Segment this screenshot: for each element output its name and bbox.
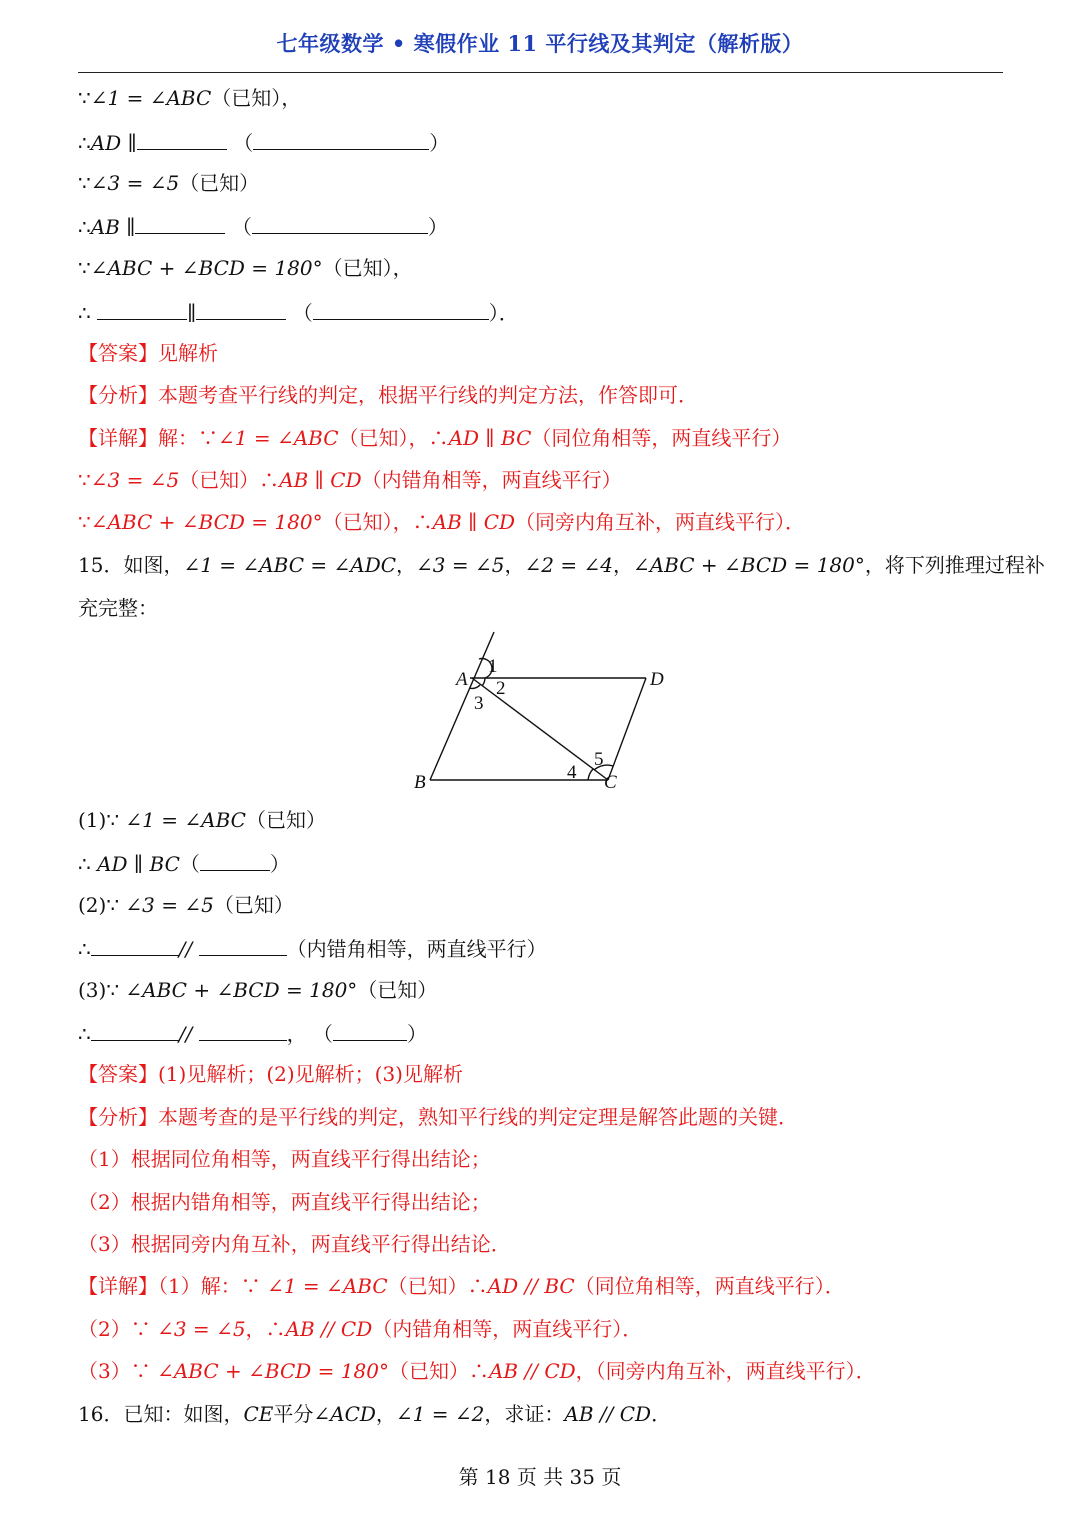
parallelogram-figure (408, 628, 678, 798)
label-2: 2 (496, 678, 506, 699)
arc-angle-2 (482, 678, 485, 686)
arc-angle-4 (588, 769, 593, 780)
answer-blank[interactable] (199, 1018, 287, 1041)
label-5: 5 (594, 749, 604, 770)
page-footer: 第 18 页 共 35 页 (458, 1465, 622, 1489)
line-dc (608, 678, 646, 780)
answer-blank[interactable] (200, 848, 270, 871)
line-ab-extended (430, 632, 494, 780)
label-a: A (456, 669, 468, 690)
prev-answer: 【答案】见解析 (78, 341, 218, 365)
answer-blank[interactable] (91, 1018, 179, 1041)
page-header: 七年级数学 • 寒假作业 11 平行线及其判定（解析版） (276, 31, 804, 56)
q15-detail-2: （2）∵ ∠3 = ∠5，∴AB // CD（内错角相等，两直线平行）． (78, 1317, 643, 1341)
q15-stem-1: 15．如图，∠1 = ∠ABC = ∠ADC，∠3 = ∠5，∠2 = ∠4，∠ABC + ∠BCD = 180°，将下列推理过程补 (78, 553, 1045, 577)
answer-blank[interactable] (313, 297, 489, 320)
q15-part2b: ∴ // （内错角相等，两直线平行） (78, 933, 547, 963)
q15-part2: (2)∵ ∠3 = ∠5（已知） (78, 893, 294, 917)
answer-blank[interactable] (135, 211, 225, 234)
answer-blank[interactable] (196, 297, 286, 320)
prev-detail-1: 【详解】解：∵∠1 = ∠ABC（已知），∴AD ∥ BC（同位角相等，两直线平行） (78, 426, 792, 450)
q15-part1: (1)∵ ∠1 = ∠ABC（已知） (78, 808, 326, 832)
line-ac (472, 678, 608, 780)
q15-stem-2: 充完整： (78, 596, 158, 620)
q15-part3: (3)∵ ∠ABC + ∠BCD = 180°（已知） (78, 978, 438, 1002)
q15-detail-1: 【详解】（1）解：∵ ∠1 = ∠ABC（已知）∴AD // BC（同位角相等，两直线平行）． (78, 1274, 845, 1298)
answer-blank[interactable] (97, 297, 187, 320)
q15-analysis-2: （2）根据内错角相等，两直线平行得出结论； (78, 1190, 491, 1214)
prev-line-1: ∵∠1 = ∠ABC（已知）， (78, 86, 302, 110)
prev-line-3: ∵∠3 = ∠5（已知） (78, 171, 260, 195)
label-b: B (414, 772, 426, 793)
label-1: 1 (488, 656, 498, 677)
prev-detail-2: ∵∠3 = ∠5（已知）∴AB ∥ CD（内错角相等，两直线平行） (78, 468, 622, 492)
label-c: C (604, 772, 617, 793)
label-d: D (650, 669, 664, 690)
label-3: 3 (474, 693, 484, 714)
q16-stem: 16．已知：如图，CE平分∠ACD，∠1 = ∠2，求证：AB // CD． (78, 1402, 672, 1426)
header-rule (78, 72, 1003, 73)
prev-line-6: ∴ ∥ （ ）． (78, 297, 519, 327)
prev-line-5: ∵∠ABC + ∠BCD = 180°（已知）， (78, 256, 413, 280)
answer-blank[interactable] (252, 211, 428, 234)
q15-detail-3: （3）∵ ∠ABC + ∠BCD = 180°（已知）∴AB // CD，（同旁内角互补，两直线平行）． (78, 1359, 876, 1383)
prev-line-2: ∴AD ∥ （ ） (78, 127, 449, 157)
q15-analysis: 【分析】本题考查的是平行线的判定，熟知平行线的判定定理是解答此题的关键． (78, 1105, 798, 1129)
prev-detail-3: ∵∠ABC + ∠BCD = 180°（已知），∴AB ∥ CD（同旁内角互补，两直线平行）． (78, 510, 806, 534)
answer-blank[interactable] (137, 127, 227, 150)
label-4: 4 (567, 762, 577, 783)
answer-blank[interactable] (91, 933, 179, 956)
q15-answer: 【答案】(1)见解析；(2)见解析；(3)见解析 (78, 1062, 463, 1086)
q15-analysis-1: （1）根据同位角相等，两直线平行得出结论； (78, 1147, 491, 1171)
answer-blank[interactable] (199, 933, 287, 956)
prev-line-4: ∴AB ∥ （ ） (78, 211, 448, 241)
q15-part3b: ∴ // ， （ ） (78, 1018, 427, 1048)
answer-blank[interactable] (333, 1018, 407, 1041)
prev-analysis: 【分析】本题考查平行线的判定，根据平行线的判定方法，作答即可． (78, 383, 698, 407)
q15-analysis-3: （3）根据同旁内角互补，两直线平行得出结论． (78, 1232, 511, 1256)
q15-part1b: ∴ AD ∥ BC（ ） (78, 848, 290, 878)
answer-blank[interactable] (253, 127, 429, 150)
